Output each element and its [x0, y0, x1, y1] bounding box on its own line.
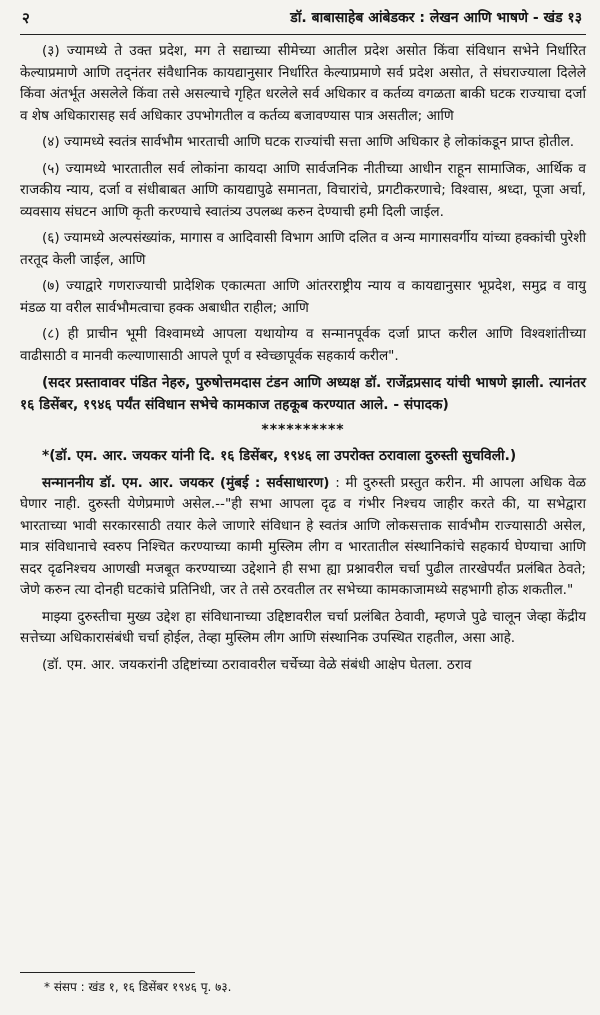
clause-8: (८) ही प्राचीन भूमी विश्वामध्ये आपला यथायोग्य व सन्मानपूर्वक दर्जा प्राप्त करील आणि विश्वशांतीच्या वाढीसाठी व मानवी कल्याणासाठी आपले पूर्ण व स्वेच्छापूर्वक सहकार्य करील". — [20, 326, 586, 364]
footnote: * संसप : खंड १, १६ डिसेंबर १९४६ पृ. ७३. — [44, 980, 232, 994]
footnote-divider — [20, 972, 195, 973]
editor-note: (सदर प्रस्तावावर पंडित नेहरु, पुरुषोत्तमदास टंडन आणि अध्यक्ष डॉ. राजेंद्रप्रसाद यांची भाषणे झाली. त्यानंतर १६ डिसेंबर, १९४६ पर्यंत संविधान सभेचे कामकाज तहकूब करण्यात आले. - संपादक) — [20, 375, 586, 413]
clause-5: (५) ज्यामध्ये भारतातील सर्व लोकांना कायदा आणि सार्वजनिक नीतीच्या आधीन राहून सामाजिक, आर्थिक व राजकीय न्याय, दर्जा व संधीबाबत आणि कायद्यापुढे समानता, विचारांचे, प्रगटीकरणाचे; विश्वास, श्रध्दा, पूजा अर्चा, व्यवसाय संघटन आणि कृती करण्याचे स्वातंत्र्य उपलब्ध करुन देण्याची हमी दिली जाईल. — [20, 160, 586, 220]
clause-7: (७) ज्याद्वारे गणराज्याची प्रादेशिक एकात्मता आणि आंतरराष्ट्रीय न्याय व कायद्यानुसार भूप्रदेश, समुद्र व वायु मंडळ या वरील सार्वभौमत्वाचा हक्क अबाधीत राहील; आणि — [20, 278, 586, 316]
amendment-heading: *(डॉ. एम. आर. जयकर यांनी दि. १६ डिसेंबर, १९४६ ला उपरोक्त ठरावाला दुरुस्ती सुचविली.) — [42, 448, 517, 464]
running-title: डॉ. बाबासाहेब आंबेडकर : लेखन आणि भाषणे - खंड १३ — [290, 10, 582, 26]
purpose-paragraph: माझ्या दुरुस्तीचा मुख्य उद्देश हा संविधानाच्या उद्दिष्टावरील चर्चा प्रलंबित ठेवावी, म्हणजे पुढे चालून जेव्हा केंद्रीय सत्तेच्या अधिकारासंबंधी चर्चा होईल, तेव्हा मुस्लिम लीग आणि संस्थानिक उपस्थित राहतील, असा आहे. — [20, 608, 586, 646]
clause-3: (३) ज्यामध्ये ते उक्त प्रदेश, मग ते सद्याच्या सीमेच्या आतील प्रदेश असोत किंवा संविधान सभेने निर्धारित केल्याप्रमाणे आणि तद्नंतर संवैधानिक कायद्यानुसार निर्धारित केल्याप्रमाणे सर्व प्रदेश असोत, ते संघराज्याला दिलेले किंवा अंतर्भूत असलेले किंवा तसे असल्याचे गृहित धरलेले सर्व अधिकार व कर्तव्य वगळता बाकी घटक राज्याचा दर्जा व शेष अधिकारासह सर्व अधिकार उपभोगतील व कर्तव्य बजावण्यास पात्र असतील; आणि — [20, 43, 586, 124]
page-header — [20, 6, 586, 35]
speaker-name: सन्माननीय डॉ. एम. आर. जयकर (मुंबई : सर्वसाधारण) — [42, 474, 330, 491]
clause-6: (६) ज्यामध्ये अल्पसंख्यांक, मागास व आदिवासी विभाग आणि दलित व अन्य मागासवर्गीय यांच्या हक्कांची पुरेशी तरतूद केली जाईल, आणि — [20, 230, 586, 268]
speech-paragraph — [20, 473, 586, 602]
page-number: २ — [22, 9, 30, 27]
page-content — [20, 41, 586, 676]
clause-4: (४) ज्यामध्ये स्वतंत्र सार्वभौम भारताची आणि घटक राज्यांची सत्ता आणि अधिकार हे लोकांकडून प्राप्त होतील. — [42, 134, 575, 150]
objection-paragraph: (डॉ. एम. आर. जयकरांनी उद्दिष्टांच्या ठरावावरील चर्चेच्या वेळे संबंधी आक्षेप घेतला. ठराव — [42, 656, 472, 673]
section-separator: ********** — [261, 422, 345, 438]
speech-text: : मी दुरुस्ती प्रस्तुत करीन. मी आपला अधिक वेळ घेणार नाही. दुरुस्ती येणेप्रमाणे असेल.--"ही सभा आपला दृढ व गंभीर निश्चय जाहीर करते की, या सभेद्वारा भारताच्या भावी सरकारसाठी तयार केले जाणारे संविधान हे स्वतंत्र आणि लोकसत्ताक सार्वभौम राज्यासाठी असेल, मात्र संविधानाचे स्वरुप निश्चित करण्याच्या कामी मुस्लिम लीग व भारतातील संस्थानिकांचे सहकार्य घेण्याचा आणि सदर दृढनिश्चय आणखी मजबूत करण्याच्या उद्देशाने ही सभा ह्या प्रश्नावरील चर्चा पुढील तारखेपर्यंत प्रलंबित ठेवते; जेणे करुन त्या दोनही घटकांचे प्रतिनिधी, जर ते तसे ठरवतील तर सभेच्या कामकाजामध्ये सहभागी होऊ शकतील." — [20, 474, 586, 598]
